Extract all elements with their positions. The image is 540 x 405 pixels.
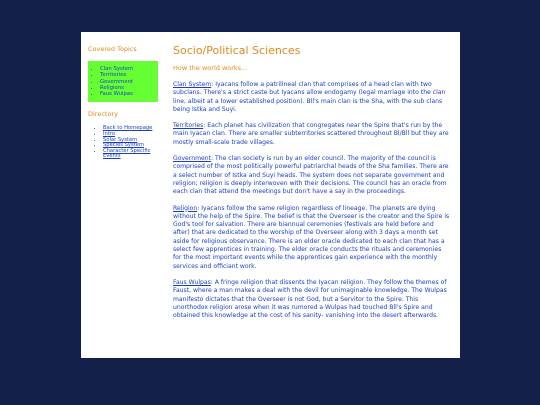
topic-item: • Government [100, 79, 154, 85]
directory-link-solar-system[interactable]: Solar System [103, 136, 138, 143]
covered-topics-heading: Covered Topics [88, 45, 137, 53]
main-content [173, 44, 451, 328]
directory-link-homepage[interactable]: Back to Homepage [103, 125, 153, 132]
sidebar [88, 45, 158, 160]
directory-link-character-events[interactable]: Character Specific Events [103, 147, 151, 160]
section-territories [173, 122, 451, 147]
topic-item: • Religions [100, 85, 154, 91]
section-text: : Iyacans follow a patrilineal clan that comprises of a head clan with two subclans. There's a strict caste but Iyacans allow endogamy (legal marriage into the clan line, albeit at a lower established position). Bll's main clan is the Sha, with the sub clans being Istka and Suyi. [173, 81, 446, 113]
section-government [173, 155, 451, 196]
section-term: Government [173, 155, 212, 163]
section-term: Religion [173, 204, 198, 212]
directory-link-intro[interactable]: Intro [103, 131, 116, 138]
section-text: : The clan society is run by an elder council. The majority of the council is comprised of the most politically powerful patriarchal heads of the Sha families. There are a select number of Istka and Suyi heads. The system does not separate government and religion; religion is deeply interwoven with their decisions. The council has an oracle from each clan that attend the meetings but don't have a say in the proceedings. [173, 155, 449, 196]
content-panel [81, 32, 460, 358]
directory-list [88, 126, 158, 160]
section-text: : Iyacans follow the same religion regardless of lineage. The planets are dying without the help of the Spire. The belief is that the Overseer is the creator and the Spire is God's tool for salvation. There are biannual ceremonies (festivals are held before and after) that are dedicated to the worship of the Overseer along with 3 days a month set aside for religious observance. There is an elder oracle dedicated to each clan that has a select few apprentices in training. The elder oracle conducts the rituals and ceremonies for the most important events while the apprentices gain experience with the monthly services and officiant work. [173, 204, 450, 270]
directory-item [103, 149, 158, 160]
section-term: Clan System [173, 81, 212, 88]
section-text: : A fringe religion that dissents the Iyacan religion. They follow the themes of Faust, where a man makes a deal with the devil for unimaginable knowledge. The Wulpas manifesto dictates that the Overseer is not God, but a Servitor to the Spire. This unorthodox religion arose when it was rumored a Wulpas had touched Bll's Spire and obtained this knowledge at the cost of his sanity- vanishing into the desert afterwards. [173, 278, 447, 320]
section-religion [173, 205, 451, 271]
topic-item: • Clan System [100, 66, 154, 72]
section-text: : Each planet has civilization that congregates near the Spire that's run by the main Iyacan clan. There are smaller subterritories scattered throughout Bl/Bll but they are mostly small-scale trade villages. [173, 122, 449, 146]
section-clan-system [173, 81, 451, 114]
topic-item: • Faus Wulpas [100, 91, 154, 97]
topic-item: • Territories [100, 72, 154, 78]
section-faus-wulpas [173, 279, 451, 320]
directory-heading: Directory [88, 110, 118, 119]
covered-topics-box [88, 61, 158, 102]
section-term: Faus Wulpas [173, 278, 211, 286]
section-term: Territories [173, 122, 204, 130]
page-title: Socio/Political Sciences [173, 44, 301, 57]
directory-link-species-system[interactable]: Species System [103, 142, 144, 149]
page-subtitle: How the world works... [173, 64, 248, 72]
